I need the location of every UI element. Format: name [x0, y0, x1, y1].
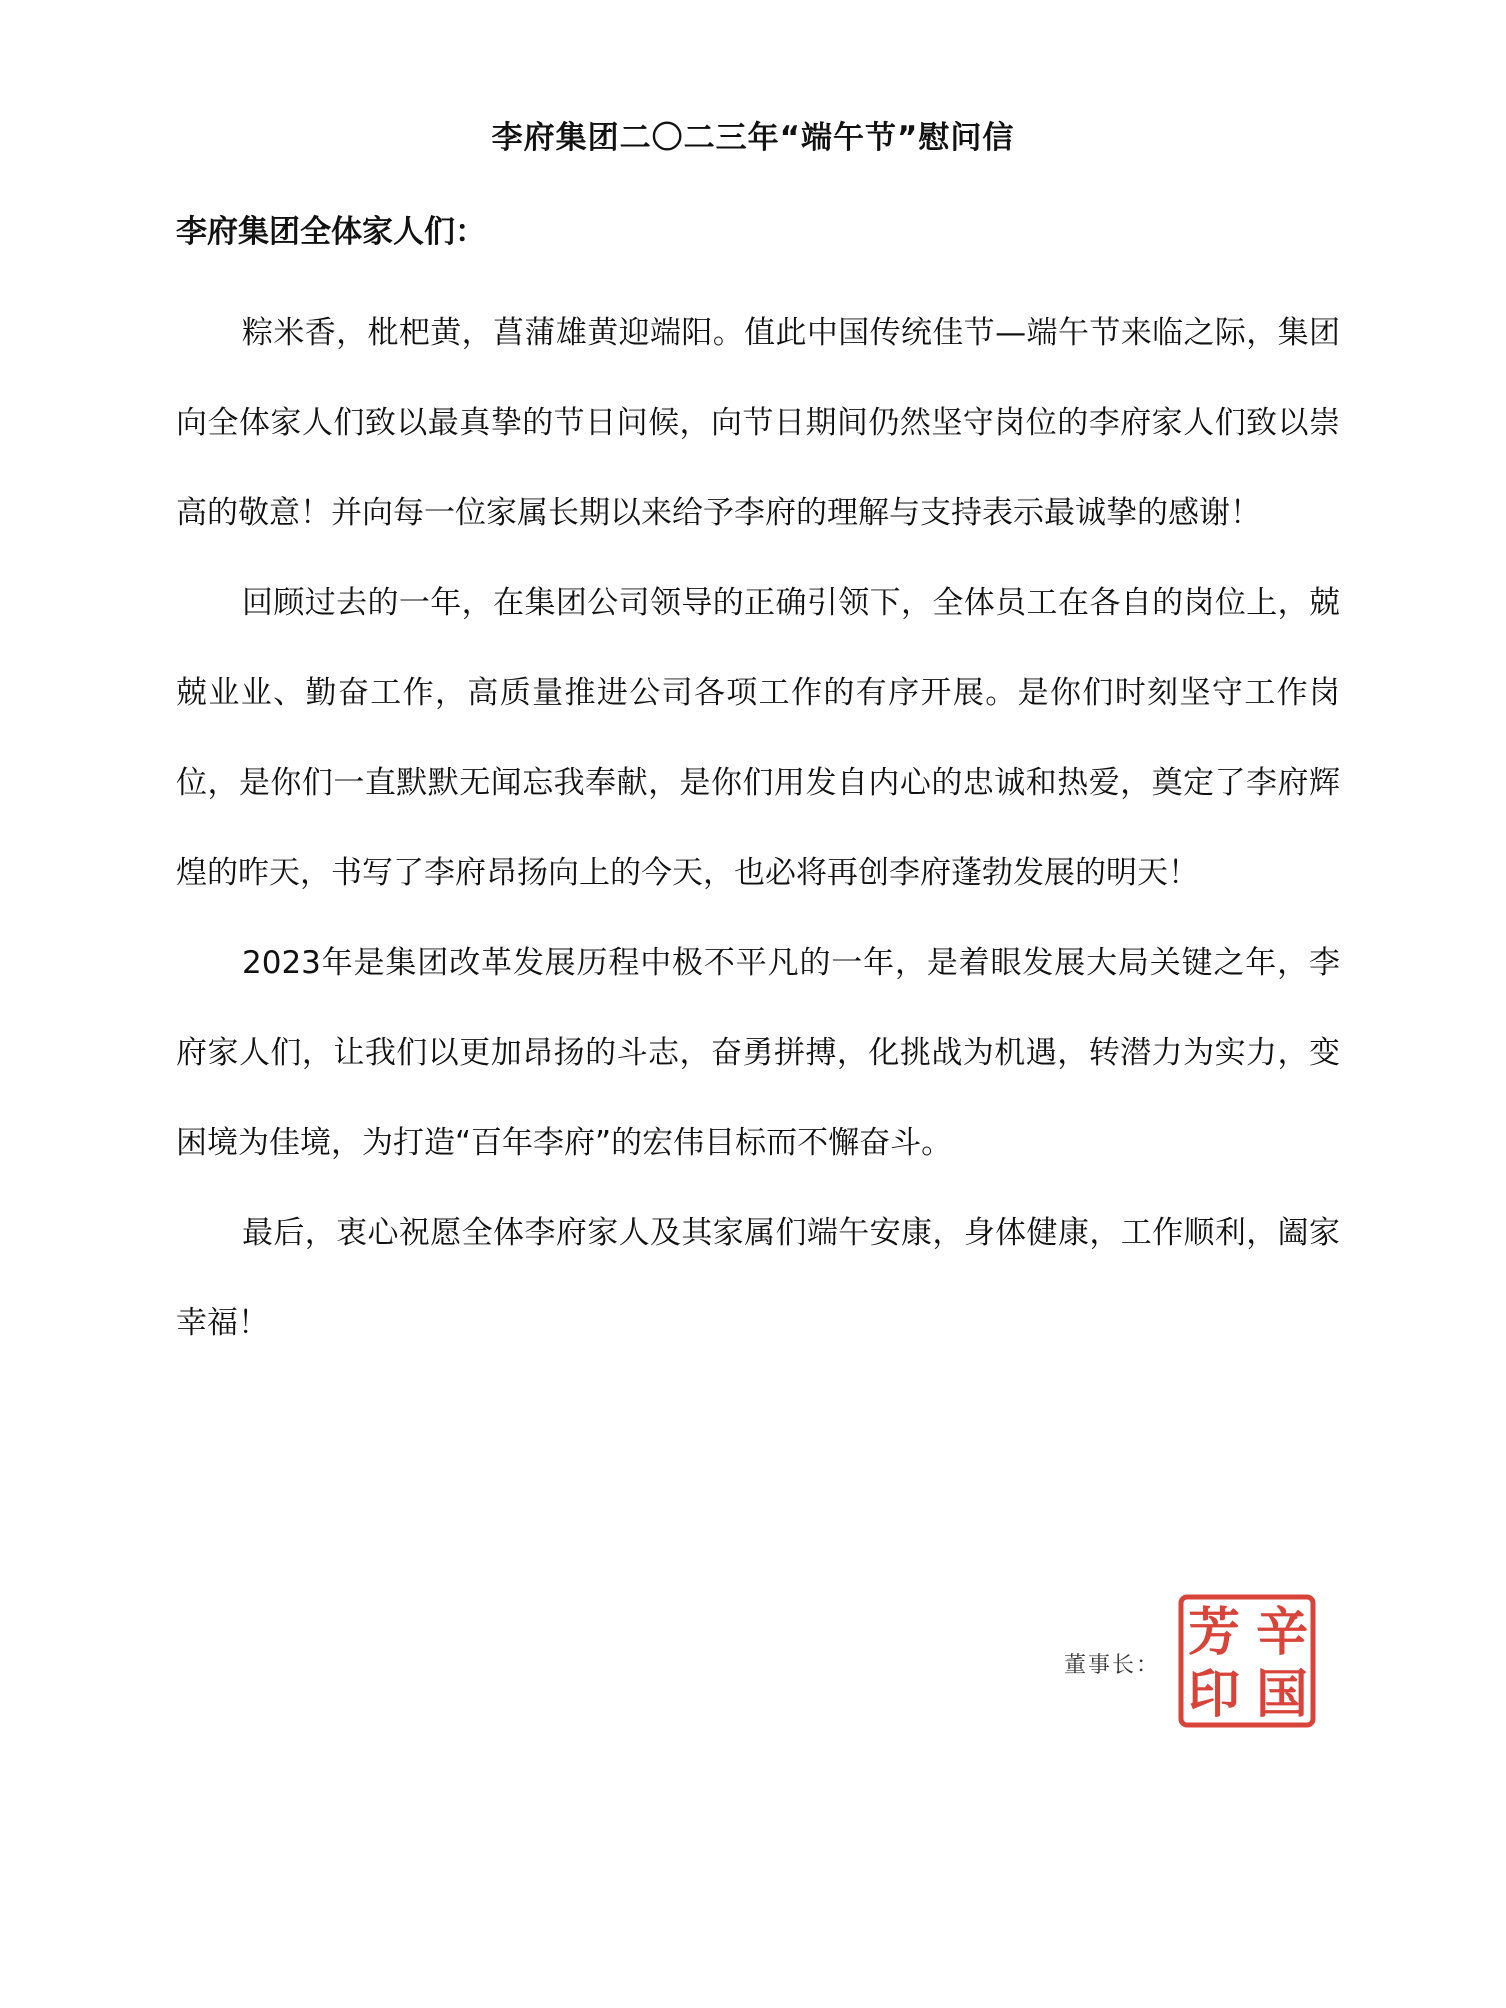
paragraph-closing: 最后，衷心祝愿全体李府家人及其家属们端午安康，身体健康，工作顺利，阖家幸福！	[176, 1215, 1340, 1341]
seal-char-guo: 国	[1255, 1664, 1309, 1725]
paragraph-review: 回顾过去的一年，在集团公司领导的正确引领下，全体员工在各自的岗位上，兢兢业业、勤奋工作，高质量推进公司各项工作的有序开展。是你们时刻坚守工作岗位，是你们一直默默无闻忘我奉献，是你们用发自内心的忠诚和热爱，奠定了李府辉煌的昨天，书写了李府昂扬向上的今天，也必将再创李府蓬勃发展的明天！	[176, 585, 1340, 891]
letter-body	[176, 288, 1340, 1368]
paragraph-greeting: 粽米香，枇杷黄，菖蒲雄黄迎端阳。值此中国传统佳节—端午节来临之际，集团向全体家人们致以最真挚的节日问候，向节日期间仍然坚守岗位的李府家人们致以崇高的敬意！并向每一位家属长期以来给予李府的理解与支持表示最诚挚的感谢！	[176, 315, 1340, 531]
letter-salutation: 李府集团全体家人们：	[176, 214, 486, 250]
seal-char-yin: 印	[1187, 1664, 1241, 1725]
letter-title: 李府集团二〇二三年“端午节”慰问信	[491, 120, 1015, 156]
signature-label: 董事长：	[1064, 1653, 1161, 1678]
chairman-seal-stamp	[1178, 1594, 1316, 1728]
seal-char-xin: 辛	[1255, 1602, 1309, 1663]
seal-char-fang: 芳	[1187, 1602, 1241, 1663]
paragraph-outlook: 2023年是集团改革发展历程中极不平凡的一年，是着眼发展大局关键之年，李府家人们，让我们以更加昂扬的斗志，奋勇拼搏，化挑战为机遇，转潜力为实力，变困境为佳境，为打造“百年李府”的宏伟目标而不懈奋斗。	[176, 945, 1340, 1161]
